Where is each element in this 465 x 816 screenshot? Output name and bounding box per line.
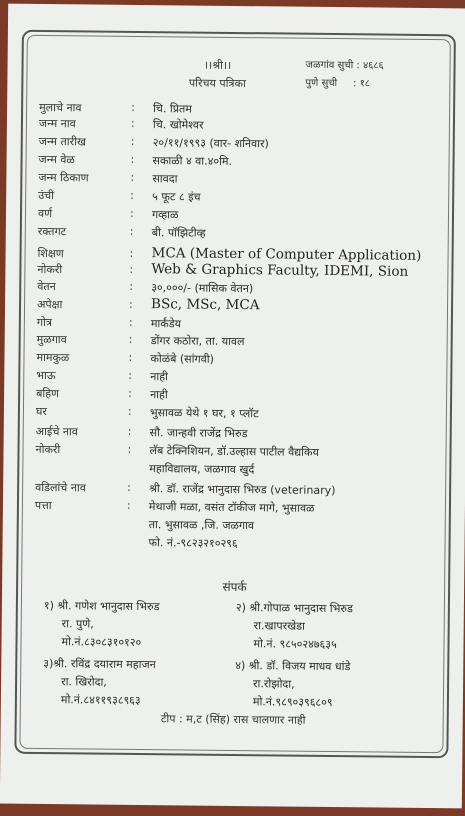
contact-name: ३)श्री. रविंद्र दयाराम महाजन [43, 657, 156, 672]
detail-colon: : [130, 134, 135, 148]
header-shri: ।।श्री।। [203, 58, 232, 72]
detail-label: शिक्षण [37, 246, 64, 261]
detail-value: सावदा [152, 172, 178, 186]
detail-colon: : [130, 170, 135, 184]
detail-label: गोत्र [36, 315, 53, 330]
contact-place: रा. पुणे, [61, 617, 94, 631]
detail-colon: : [128, 332, 133, 346]
detail-colon: : [129, 262, 134, 276]
detail-label: नोकरी [35, 442, 61, 457]
detail-value: ५ फूट ८ इंच [152, 190, 201, 204]
detail-label: जन्म नाव [38, 116, 76, 131]
detail-value: भुसावळ येथे १ घर, १ प्लॉट [149, 406, 259, 421]
contact-heading: संपर्क [222, 579, 247, 595]
detail-label: रक्तगट [37, 224, 67, 239]
detail-value: मार्कंडेय [150, 317, 182, 331]
page-title: परिचय पत्रिका [188, 76, 246, 91]
detail-value: फो. नं.-९८२३२१०२९६ [148, 536, 238, 551]
detail-colon: : [131, 100, 135, 114]
detail-label: वेतन [37, 279, 56, 294]
detail-value: डोंगर कठोरा, ता. यावल [150, 334, 245, 349]
detail-value: चि. खोमेश्वर [152, 118, 204, 132]
footer-note: टीप : म,ट (सिंह) रास चालणार नाही [160, 712, 306, 727]
detail-value: सौ. जान्हवी राजेंद्र भिरुड [149, 426, 248, 441]
detail-value: Web & Graphics Faculty, IDEMI, Sion [151, 261, 409, 280]
detail-label: नोकरी [37, 262, 63, 277]
detail-value: लॅब टेक्निशियन, डॉ.उल्हास पाटील वैद्यकिय [149, 444, 319, 459]
detail-label: जन्म तारीख [38, 134, 87, 149]
detail-colon: : [126, 498, 131, 512]
detail-label: बहिण [36, 386, 60, 401]
detail-colon: : [127, 480, 131, 494]
detail-label: मुलाचे नाव [39, 100, 82, 115]
detail-value: गव्हाळ [151, 208, 179, 222]
pune-list-number: पुणे सुची : १८ [305, 77, 371, 90]
detail-label: उंची [38, 188, 55, 203]
detail-label: मुळगाव [36, 332, 67, 347]
contact-place: रा. खिरोदा, [61, 675, 107, 689]
contact-name: २) श्री.गोपाळ भानुदास भिरुड [235, 601, 353, 616]
detail-value: ता. भुसावळ ,जि. जळगाव [148, 518, 255, 533]
detail-colon: : [130, 188, 134, 202]
detail-label: भाऊ [36, 368, 56, 383]
contact-name: १) श्री. गणेश भानुदास भिरुड [43, 599, 160, 614]
detail-value: महाविद्यालय, जळगाव खुर्द [149, 462, 255, 477]
contact-phone: मो.नं.८४११९३८९६३ [60, 693, 141, 708]
detail-label: वर्ण [37, 206, 53, 221]
contact-phone: मो.नं. ९८५०२४७६३५ [253, 637, 337, 652]
detail-label: जन्म ठिकाण [38, 170, 89, 185]
detail-colon: : [129, 279, 134, 293]
biodata-card [0, 4, 465, 809]
detail-colon: : [128, 350, 133, 364]
contact-phone: मो.नं.८३०८३१०१२० [61, 635, 142, 650]
detail-colon: : [128, 368, 133, 382]
detail-colon: : [128, 297, 133, 311]
detail-label: घर [35, 404, 47, 419]
detail-label: अपेक्षा [36, 297, 63, 312]
detail-value: २०/११/१९९३ (वार- शनिवार) [152, 136, 269, 151]
detail-colon: : [130, 116, 135, 130]
detail-value: BSc, MSc, MCA [150, 296, 260, 314]
detail-colon: : [127, 404, 132, 418]
detail-label: आईचे नाव [35, 424, 78, 439]
detail-value: मेथाजी मळा, वसंत टॉकीज मागे, भुसावळ [148, 500, 315, 515]
contact-place: रा.खापरखेडा [253, 619, 305, 633]
detail-value: सकाळी ४ वा.४०मि. [152, 154, 233, 168]
detail-colon: : [130, 152, 135, 166]
detail-value: नाही [150, 370, 169, 384]
contact-name: ४) श्री. डॉ. विजय माधव धांडे [235, 659, 351, 674]
detail-value: ३०,०००/- (मासिक वेतन) [151, 281, 254, 296]
detail-colon: : [129, 206, 134, 220]
detail-label: मामकुळ [36, 350, 70, 365]
detail-colon: : [127, 442, 132, 456]
detail-value: नाही [150, 388, 168, 402]
contact-phone: मो.नं.९८९०३९६८०९ [252, 695, 333, 710]
detail-label: जन्म वेळ [38, 152, 75, 167]
detail-value: MCA (Master of Computer Application) [151, 245, 422, 264]
detail-value: बी. पॉझिटीव्ह [151, 226, 206, 240]
detail-label: वडिलांचे नाव [35, 480, 86, 495]
detail-colon: : [127, 424, 132, 438]
jalgaon-list-number: जळगांव सुची : ४६८६ [305, 59, 384, 72]
detail-colon: : [129, 246, 134, 260]
contact-place: रा.रोझोदा, [253, 677, 295, 691]
detail-colon: : [128, 386, 132, 400]
detail-label: पत्ता [34, 498, 52, 513]
detail-value: श्री. डॉ. राजेंद्र भानुदास भिरुड (veterinary) [149, 482, 336, 498]
detail-value: कोळंबे (सांगवी) [150, 352, 215, 366]
detail-colon: : [129, 224, 134, 238]
detail-value: चि. प्रितम [153, 102, 192, 116]
detail-colon: : [128, 315, 133, 329]
